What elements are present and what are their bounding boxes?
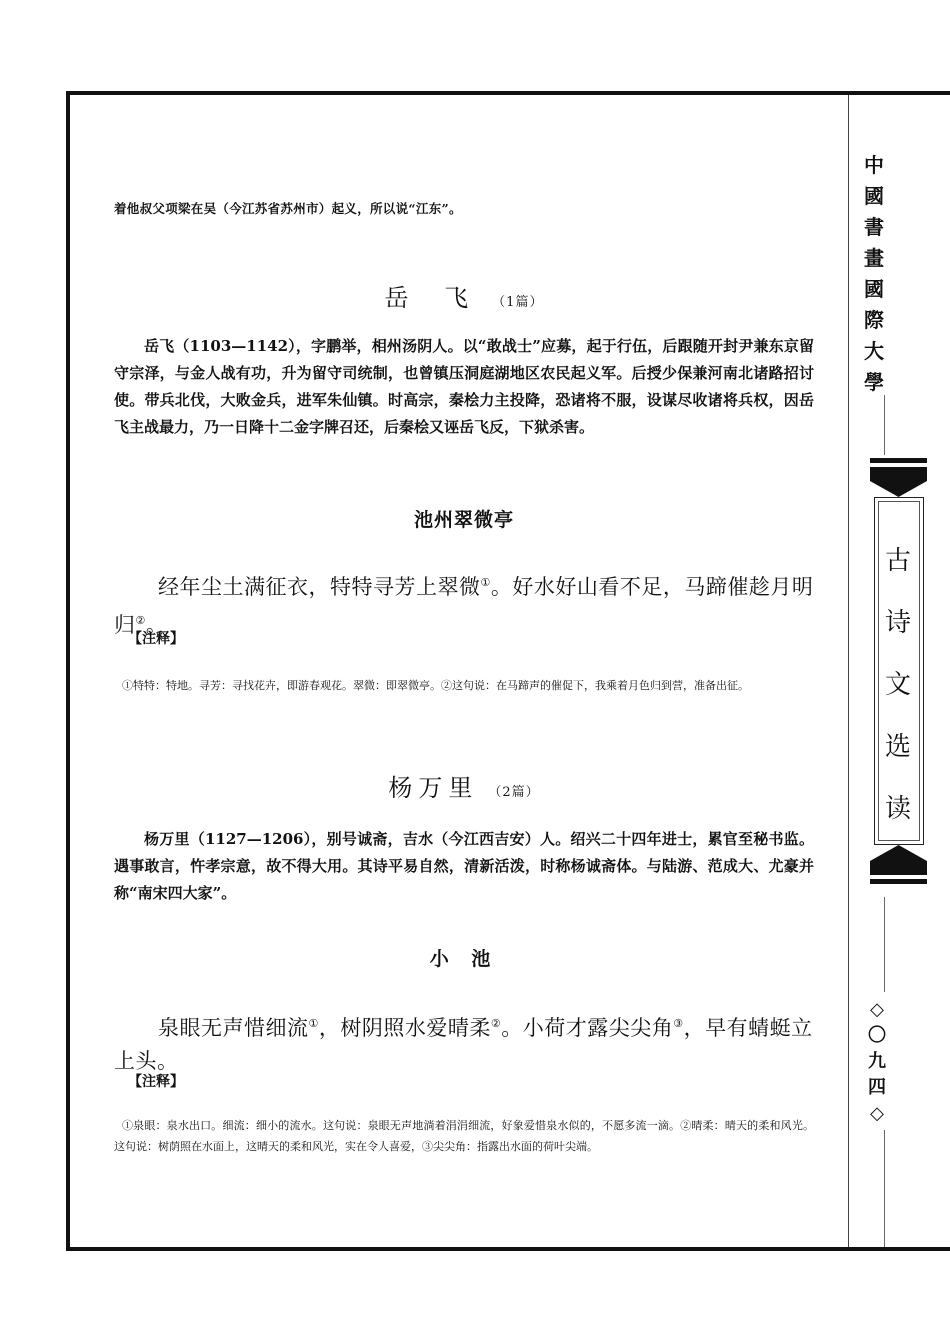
brand-char: 國 — [864, 184, 884, 208]
poem-line: 。小荷才露尖尖角 — [501, 1016, 674, 1040]
sidebar-connector-line — [884, 395, 885, 455]
note-ref: ③ — [673, 1017, 684, 1030]
poem-count: （2篇） — [488, 784, 540, 800]
page-number-char: 九 — [868, 1051, 886, 1072]
continued-footnote-line: 着他叔父项梁在吴（今江苏省苏州市）起义，所以说“江东”。 — [114, 201, 462, 216]
sidebar-divider — [848, 95, 849, 1247]
page-number — [862, 997, 892, 1127]
brand-char: 學 — [864, 370, 884, 394]
brand-char: 大 — [864, 339, 884, 363]
poem-line: 泉眼无声惜细流 — [158, 1016, 309, 1040]
poet-heading-yue-fei — [114, 278, 814, 313]
poet-bio-yang-wanli: 杨万里（1127—1206），别号诚斋，吉水（今江西吉安）人。绍兴二十四年进士，累官至秘书监。遇事敢言，忤孝宗意，故不得大用。其诗平易自然，清新活泼，时称杨诚斋体。与陆游、范成大、尤豪并称“南宋四大家”。 — [114, 830, 814, 902]
poet-name: 杨万里 — [388, 773, 479, 802]
poem-line: ，早有蜻蜓立上头。 — [114, 1016, 813, 1073]
page-frame-left — [66, 91, 70, 1251]
poet-name: 岳 飞 — [384, 283, 483, 312]
book-title-char: 选 — [884, 732, 911, 762]
brand-char: 中 — [864, 153, 884, 177]
brand-char: 國 — [864, 277, 884, 301]
diamond-icon: ◇ — [870, 1103, 884, 1124]
poem-line: 。好水好山看不足，马蹄催趁月明归 — [114, 575, 814, 637]
page-frame-top — [66, 91, 950, 95]
poem-title-chizhou: 池州翠微亭 — [413, 509, 514, 531]
brand-char: 畫 — [864, 246, 884, 270]
sidebar-chevron-top-ornament — [870, 467, 927, 499]
sidebar-connector-line — [884, 1130, 885, 1247]
sidebar-bar — [870, 458, 927, 463]
notes-text-chizhou: ①特特：特地。寻芳：寻找花卉，即游春观花。翠微：即翠微亭。②这句说：在马蹄声的催促下，我乘着月色归到营，准备出征。 — [122, 679, 749, 692]
page-number-char: 四 — [868, 1077, 886, 1098]
book-title-char: 古 — [884, 546, 911, 576]
poet-heading-yang-wanli — [114, 768, 814, 803]
poet-bio-yue-fei: 岳飞（1103—1142），字鹏举，相州汤阴人。以“敢战士”应募，起于行伍，后跟随开封尹兼东京留守宗泽，与金人战有功，升为留守司统制，也曾镇压洞庭湖地区农民起义军。后授少保兼河南北诸路招讨使。带兵北伐，大败金兵，进军朱仙镇。时高宗，秦桧力主投降，恐诸将不服，设谋尽收诸将兵权，因岳飞主战最力，乃一日降十二金字牌召还，后秦桧又诬岳飞反，下狱杀害。 — [114, 337, 814, 436]
sidebar-connector-line — [884, 897, 885, 992]
notes-label: 【注释】 — [128, 1074, 184, 1090]
poem-line: ，树阴照水爱晴柔 — [318, 1016, 491, 1040]
book-title-char: 诗 — [884, 608, 911, 638]
poem-line: 经年尘土满征衣，特特寻芳上翠微 — [158, 575, 481, 599]
poem-text-chizhou — [114, 566, 814, 642]
diamond-icon: ◇ — [870, 999, 884, 1020]
note-ref: ① — [308, 1017, 319, 1030]
brand-char: 際 — [864, 308, 884, 332]
note-ref: ① — [480, 576, 491, 589]
note-ref: ② — [490, 1017, 502, 1030]
sidebar-bar — [870, 879, 927, 884]
page-frame-bottom — [66, 1247, 950, 1251]
brand-char: 書 — [864, 215, 884, 239]
poem-title-xiaochi: 小 池 — [429, 948, 499, 970]
note-ref: ② — [135, 614, 146, 627]
poem-count: （1篇） — [492, 294, 544, 310]
sidebar-chevron-bottom-ornament — [870, 843, 927, 875]
page-number-char: 〇 — [868, 1025, 886, 1046]
sidebar-brand — [862, 150, 886, 398]
book-title-char: 读 — [884, 794, 911, 824]
sidebar-book-title — [880, 530, 916, 840]
poem-punct: 。 — [145, 613, 168, 637]
poem-text-xiaochi — [114, 1007, 814, 1078]
book-title-char: 文 — [884, 670, 911, 700]
notes-text-xiaochi: ①泉眼：泉水出口。细流：细小的流水。这句说：泉眼无声地淌着涓涓细流，好象爱惜泉水似的，不愿多流一滴。②晴柔：晴天的柔和风光。这句说：树荫照在水面上，这晴天的柔和风光，实在令人喜爱，③尖尖角：指露出水面的荷叶尖端。 — [114, 1119, 814, 1153]
notes-label: 【注释】 — [128, 631, 184, 647]
